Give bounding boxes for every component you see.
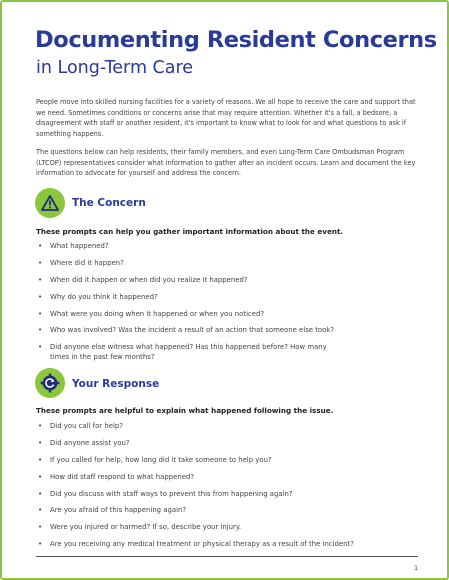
document-title: Documenting Resident Concerns [35, 27, 437, 53]
document-subtitle: in Long-Term Care [36, 58, 194, 78]
list-item: • What happened? [38, 242, 109, 250]
list-item: • What were you doing when it happened or when you noticed? [38, 309, 265, 318]
concern-prompt-list [38, 242, 418, 370]
intro-paragraph-1: People move into skilled nursing facilities for a variety of reasons. We all hope to receive the care and support that we need. Sometimes conditions or concerns arise that may require attention. Whether it's a fall, a bedsore, a disagreement with staff or another resident, it's important to know what to look for and what questions to ask if something happens. [36, 98, 416, 138]
section-lead-concern: These prompts can help you gather important information about the event. [36, 227, 344, 236]
list-item: • Did you discuss with staff ways to prevent this from happening again? [38, 489, 293, 498]
warning-triangle-icon [35, 188, 65, 218]
refresh-gear-icon [35, 368, 65, 398]
list-item: • Why do you think it happened? [38, 292, 158, 301]
section-title-response: Your Response [72, 378, 160, 390]
list-item: • When did it happen or when did you realize it happened? [38, 275, 248, 284]
list-item: • Did anyone else witness what happened? Has this happened before? How many times in the past few months? [38, 343, 327, 361]
list-item: • If you called for help, how long did it take someone to help you? [38, 455, 272, 464]
list-item: • Are you receiving any medical treatment or physical therapy as a result of the incident? [38, 540, 354, 549]
intro-paragraph-2: The questions below can help residents, their family members, and even Long-Term Care Ombudsman Program (LTCOP) representatives consider what information to gather after an incident occurs. Learn and document the key information to advocate for yourself and address the concern. [36, 148, 416, 178]
section-title-concern: The Concern [72, 197, 146, 209]
list-item: • Were you injured or harmed? If so, describe your injury. [38, 523, 242, 532]
footer-divider [36, 556, 418, 557]
response-prompt-list [38, 422, 418, 557]
list-item: • Where did it happen? [38, 258, 124, 267]
list-item: • How did staff respond to what happened? [38, 472, 194, 481]
list-item: • Did you call for help? [38, 422, 123, 430]
section-lead-response: These prompts are helpful to explain what happened following the issue. [36, 406, 334, 415]
list-item: • Did anyone assist you? [38, 438, 130, 447]
list-item: • Are you afraid of this happening again? [38, 506, 187, 515]
list-item: • Who was involved? Was the incident a result of an action that someone else took? [38, 326, 335, 335]
page-number: 1 [414, 564, 419, 572]
